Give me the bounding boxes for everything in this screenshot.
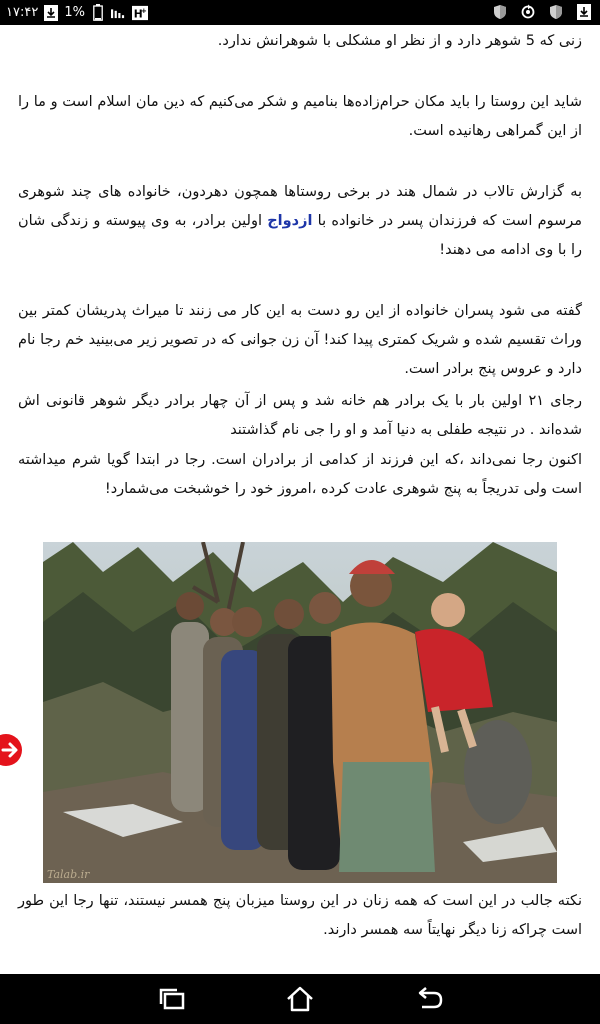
marriage-link[interactable]: ازدواج <box>267 213 313 229</box>
back-button[interactable] <box>414 985 444 1013</box>
shield-icon <box>548 3 564 20</box>
navigation-bar <box>0 974 600 1024</box>
recent-apps-icon <box>157 985 187 1013</box>
paragraph-raja: رجای ۲۱ اولین بار با یک برادر هم خانه شد و پس از آن چهار برادر دیگر شوهر قانونی اش شده‌اند . در نتیجه طفلی به دنیا آمد و او را جی نام گذاشتند <box>18 393 583 438</box>
recent-apps-button[interactable] <box>157 985 187 1013</box>
battery-percent: 1% <box>64 5 85 20</box>
report-text-start: به گزارش تالاب در شمال هند در برخی روستاها همچون دهردون، خانواده های چند شوهری مرسوم است که فرزندان پسر در خانواده با <box>18 184 582 229</box>
download-icon <box>43 4 59 21</box>
article-photo <box>43 542 557 883</box>
status-left <box>6 4 148 21</box>
download-icon <box>576 3 592 20</box>
sync-icon <box>520 3 536 20</box>
family-photo-illustration <box>43 542 557 883</box>
shield-icon <box>492 3 508 20</box>
article-content[interactable] <box>0 25 600 974</box>
signal-bars-icon <box>111 4 127 21</box>
paragraph-inheritance: گفته می شود پسران خانواده از این رو دست به این کار می زنند تا میراث پدریشان کمتر بین وراث تقسیم شده و شریک کمتری پیدا کند! آن زن جوانی که در تصویر زیر می‌بینید خم رجا نام دارد و عروس پنج برادر است. <box>18 303 582 377</box>
paragraph-child: اکنون رجا نمی‌داند ،که این فرزند از کدامی از برادران است. رجا در ابتدا گویا شرم میداشته است ولی تدریجاً به پنج شوهری عادت کرده ،امروز خود را خوشبخت می‌شمارد! <box>18 452 582 497</box>
svg-text:+: + <box>140 5 147 15</box>
hplus-data-icon <box>132 4 148 21</box>
arrow-right-icon <box>0 734 22 766</box>
battery-icon <box>90 4 106 21</box>
status-bar <box>0 0 600 25</box>
home-button[interactable] <box>285 985 315 1013</box>
status-right <box>492 3 592 20</box>
paragraph-intro: زنی که 5 شوهر دارد و از نظر او مشکلی با شوهرانش ندارد. <box>217 33 582 49</box>
photo-watermark: Talab.ir <box>47 868 90 881</box>
paragraph-report <box>18 178 582 265</box>
paragraph-village: شاید این روستا را باید مکان حرام‌زاده‌ها بنامیم و شکر می‌کنیم که دین مان اسلام است و ما را از این گمراهی رهانیده است. <box>18 94 582 139</box>
svg-text:H: H <box>133 6 143 20</box>
home-icon <box>285 985 315 1013</box>
paragraph-note: نکته جالب در این است که همه زنان در این روستا میزبان پنج همسر نیستند، تنها رجا این طور است چراکه زنا دیگر نهایتاً سه همسر دارند. <box>18 893 582 938</box>
back-icon <box>414 985 444 1013</box>
status-time: ۱۷:۴۲ <box>6 5 39 20</box>
report-text-end: اولین برادر، به وی پیوسته و زندگی شان را با وی ادامه می دهند! <box>18 213 582 258</box>
floating-arrow-button[interactable] <box>0 734 22 766</box>
